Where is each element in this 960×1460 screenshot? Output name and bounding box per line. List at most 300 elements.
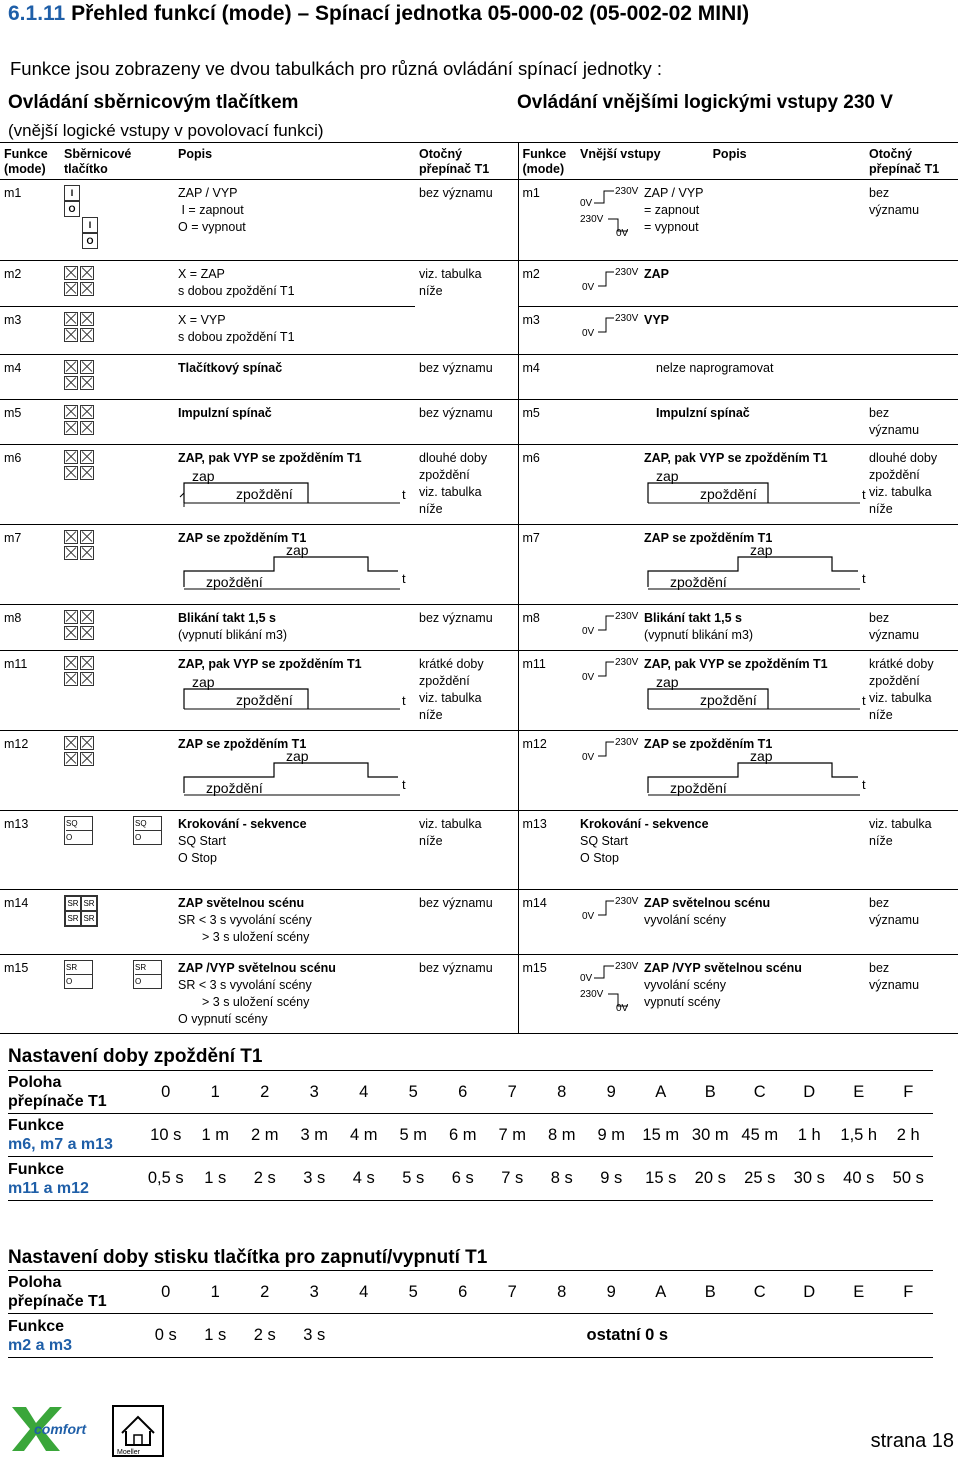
cross-icon bbox=[80, 405, 94, 419]
cell: 40 s bbox=[834, 1157, 884, 1201]
mode-cell: m7 bbox=[0, 525, 60, 605]
cross-icon bbox=[80, 450, 94, 464]
svg-text:230V: 230V bbox=[615, 611, 639, 622]
table-row-m4 bbox=[0, 355, 958, 400]
switch-cell: bez významu bbox=[415, 180, 518, 261]
btn-i-icon: I bbox=[64, 185, 80, 201]
r-input-cell bbox=[576, 400, 640, 445]
table-row-m13 bbox=[0, 811, 958, 890]
cell: 5 bbox=[389, 1271, 439, 1314]
delay-table-title: Nastavení doby zpoždění T1 bbox=[8, 1046, 263, 1067]
xcomfort-logo bbox=[10, 1403, 90, 1453]
mode-cell: m1 bbox=[0, 180, 60, 261]
svg-text:230V: 230V bbox=[615, 737, 639, 748]
cell: 0 s bbox=[141, 1314, 191, 1358]
r-switch-cell bbox=[865, 307, 958, 355]
svg-text:0V: 0V bbox=[582, 911, 595, 922]
cross-icon bbox=[64, 282, 78, 296]
cell: 4 s bbox=[339, 1157, 389, 1201]
v0-label: 0V bbox=[616, 228, 629, 239]
cross-icon bbox=[80, 466, 94, 480]
mode-cell: m8 bbox=[0, 605, 60, 651]
cross-icon bbox=[80, 626, 94, 640]
cross-icon bbox=[64, 405, 78, 419]
svg-text:t: t bbox=[862, 693, 866, 708]
sr-button-icon: $\frac{SR}{O}$ bbox=[133, 960, 162, 989]
r-mode-cell: m8 bbox=[518, 605, 576, 651]
house-icon bbox=[114, 1407, 162, 1455]
delay-position-row bbox=[8, 1071, 933, 1114]
r-input-cell bbox=[576, 355, 640, 400]
hdr-mode: Funkce (mode) bbox=[0, 143, 60, 180]
cell: B bbox=[686, 1071, 736, 1114]
input-pulse-icon bbox=[580, 960, 639, 1014]
cell: 9 bbox=[587, 1071, 637, 1114]
button-cell bbox=[60, 355, 174, 400]
cell: 30 m bbox=[686, 1114, 736, 1157]
r-desc-cell: nelze naprogramovat bbox=[640, 355, 865, 400]
button-cell bbox=[60, 890, 174, 955]
cell: 2 m bbox=[240, 1114, 290, 1157]
table-row-m2 bbox=[0, 261, 958, 307]
cell: F bbox=[884, 1071, 934, 1114]
cross-icon bbox=[64, 360, 78, 374]
svg-text:zap: zap bbox=[750, 542, 773, 558]
cross-icon bbox=[64, 376, 78, 390]
timing-diagram bbox=[178, 542, 408, 593]
cell: E bbox=[834, 1271, 884, 1314]
svg-text:230V: 230V bbox=[615, 896, 639, 907]
r-switch-cell: bez významu bbox=[865, 180, 958, 261]
desc-cell: Blikání takt 1,5 s (vypnutí blikání m3) bbox=[174, 605, 415, 651]
cross-icon bbox=[80, 610, 94, 624]
sr-button-icon: $\frac{SR}{O}$ bbox=[64, 960, 93, 989]
r-desc-cell: VYP bbox=[640, 307, 865, 355]
r-switch-cell: bez významu bbox=[865, 605, 958, 651]
svg-text:230V: 230V bbox=[615, 267, 639, 278]
desc-cell: X = VYP s dobou zpoždění T1 bbox=[174, 307, 415, 355]
r-input-cell bbox=[576, 307, 640, 355]
svg-text:zap: zap bbox=[286, 542, 309, 558]
cell: 2 s bbox=[240, 1157, 290, 1201]
cross-icon bbox=[80, 752, 94, 766]
switch-cell bbox=[415, 731, 518, 811]
cell: 1 m bbox=[191, 1114, 241, 1157]
cell: 8 s bbox=[537, 1157, 587, 1201]
switch-cell: krátké doby zpoždění viz. tabulka níže bbox=[415, 651, 518, 731]
intro-text: Funkce jsou zobrazeny ve dvou tabulkách pro různá ovládání spínací jednotky : bbox=[10, 58, 662, 79]
cell: 0,5 s bbox=[141, 1157, 191, 1201]
r-mode-cell: m14 bbox=[518, 890, 576, 955]
cross-icon bbox=[64, 328, 78, 342]
cell: 20 s bbox=[686, 1157, 736, 1201]
table-header-row bbox=[0, 143, 958, 180]
timing-diagram bbox=[644, 675, 868, 715]
cross-icon bbox=[80, 312, 94, 326]
row-label: Funkce m11 a m12 bbox=[8, 1157, 141, 1201]
svg-text:zap: zap bbox=[750, 748, 773, 764]
cell: 7 m bbox=[488, 1114, 538, 1157]
svg-text:zpoždění: zpoždění bbox=[236, 486, 293, 502]
cell: 1 s bbox=[191, 1314, 241, 1358]
table-row-m5 bbox=[0, 400, 958, 445]
r-input-cell bbox=[576, 651, 640, 731]
svg-text:0V: 0V bbox=[582, 752, 595, 763]
delay-row-m6-m7-m13 bbox=[8, 1114, 933, 1157]
r-desc-cell: Blikání takt 1,5 s (vypnutí blikání m3) bbox=[640, 605, 865, 651]
r-mode-cell: m11 bbox=[518, 651, 576, 731]
cell: 4 m bbox=[339, 1114, 389, 1157]
cell: 6 bbox=[438, 1271, 488, 1314]
svg-text:zpoždění: zpoždění bbox=[700, 486, 757, 502]
mode-cell: m4 bbox=[0, 355, 60, 400]
cell: C bbox=[735, 1271, 785, 1314]
r-mode-cell: m5 bbox=[518, 400, 576, 445]
desc-cell: ZAP světelnou scénu SR < 3 s vyvolání scény > 3 s uložení scény bbox=[174, 890, 415, 955]
mode-cell: m2 bbox=[0, 261, 60, 307]
functions-table bbox=[0, 142, 958, 1034]
mode-cell: m14 bbox=[0, 890, 60, 955]
timing-diagram bbox=[644, 748, 868, 799]
r-input-cell bbox=[576, 955, 640, 1034]
btn-o-icon: O bbox=[82, 233, 98, 249]
cell: 1,5 h bbox=[834, 1114, 884, 1157]
right-table-title: Ovládání vnějšími logickými vstupy 230 V bbox=[517, 92, 893, 113]
svg-text:zpoždění: zpoždění bbox=[236, 692, 293, 708]
r-desc-cell: ZAP bbox=[640, 261, 865, 307]
r-switch-cell: bez významu bbox=[865, 400, 958, 445]
cell: 50 s bbox=[884, 1157, 934, 1201]
button-cell bbox=[60, 731, 174, 811]
svg-text:230V: 230V bbox=[615, 313, 639, 324]
page-number: strana 18 bbox=[870, 1430, 954, 1452]
button-cell bbox=[60, 307, 174, 355]
table-row-m11 bbox=[0, 651, 958, 731]
cross-icon bbox=[80, 328, 94, 342]
desc-cell: Impulzní spínač bbox=[174, 400, 415, 445]
r-switch-cell bbox=[865, 731, 958, 811]
cross-icon bbox=[80, 736, 94, 750]
r-desc-cell: ZAP / VYP = zapnout = vypnout bbox=[640, 180, 865, 261]
page-title bbox=[8, 2, 749, 26]
timing-diagram bbox=[178, 469, 408, 509]
r-mode-cell: m1 bbox=[518, 180, 576, 261]
r-input-cell bbox=[576, 445, 640, 525]
cell: 25 s bbox=[735, 1157, 785, 1201]
r-switch-cell: viz. tabulka níže bbox=[865, 811, 958, 890]
svg-text:0V: 0V bbox=[582, 328, 595, 339]
timing-diagram bbox=[178, 675, 408, 715]
cell: 3 bbox=[290, 1271, 340, 1314]
cell: 2 bbox=[240, 1271, 290, 1314]
switch-cell: bez významu bbox=[415, 400, 518, 445]
cell: 2 bbox=[240, 1071, 290, 1114]
r-input-cell bbox=[576, 890, 640, 955]
desc-cell: ZAP, pak VYP se zpožděním T1 zap zpoždění t bbox=[174, 445, 415, 525]
cell: 1 s bbox=[191, 1157, 241, 1201]
svg-text:t: t bbox=[402, 777, 406, 792]
section-number: 6.1.11 bbox=[8, 2, 66, 25]
r-mode-cell: m6 bbox=[518, 445, 576, 525]
cell: 7 bbox=[488, 1271, 538, 1314]
button-cell bbox=[60, 525, 174, 605]
timing-diagram bbox=[644, 542, 868, 593]
input-pulse-icon bbox=[580, 185, 639, 239]
cross-icon bbox=[64, 736, 78, 750]
cell: 5 s bbox=[389, 1157, 439, 1201]
button-cell bbox=[60, 605, 174, 651]
row-label: Poloha přepínače T1 bbox=[8, 1271, 141, 1314]
left-table-subtitle: (vnější logické vstupy v povolovací funkci) bbox=[8, 121, 324, 140]
cell: 6 m bbox=[438, 1114, 488, 1157]
svg-text:zap: zap bbox=[656, 674, 679, 690]
cross-icon bbox=[80, 656, 94, 670]
cell: 2 s bbox=[240, 1314, 290, 1358]
cell: 4 bbox=[339, 1071, 389, 1114]
r-switch-cell: bez významu bbox=[865, 890, 958, 955]
button-cell bbox=[60, 955, 174, 1034]
r-input-cell bbox=[576, 525, 640, 605]
press-table-title: Nastavení doby stisku tlačítka pro zapnutí/vypnutí T1 bbox=[8, 1247, 488, 1268]
svg-text:zpoždění: zpoždění bbox=[670, 780, 727, 796]
sq-button-icon: $\frac{SQ}{O}$ bbox=[133, 816, 162, 845]
cell: 5 m bbox=[389, 1114, 439, 1157]
input-pulse-icon bbox=[580, 266, 639, 296]
r-desc-cell: Krokování - sekvence SQ Start O Stop bbox=[576, 811, 865, 890]
row-label: Poloha přepínače T1 bbox=[8, 1071, 141, 1114]
cross-icon bbox=[80, 376, 94, 390]
mode-cell: m13 bbox=[0, 811, 60, 890]
cell: 7 bbox=[488, 1071, 538, 1114]
button-cell bbox=[60, 261, 174, 307]
svg-text:zap: zap bbox=[192, 674, 215, 690]
cell: 8 bbox=[537, 1071, 587, 1114]
cell: 2 h bbox=[884, 1114, 934, 1157]
button-cell bbox=[60, 811, 174, 890]
svg-text:zap: zap bbox=[656, 468, 679, 484]
mode-cell: m15 bbox=[0, 955, 60, 1034]
input-pulse-icon bbox=[580, 736, 639, 766]
cell: 30 s bbox=[785, 1157, 835, 1201]
cell: 3 bbox=[290, 1071, 340, 1114]
switch-cell: bez významu bbox=[415, 355, 518, 400]
svg-text:zpoždění: zpoždění bbox=[206, 780, 263, 796]
svg-text:0V: 0V bbox=[582, 282, 595, 293]
switch-cell: bez významu bbox=[415, 955, 518, 1034]
desc-cell: ZAP se zpožděním T1 zap zpoždění t bbox=[174, 731, 415, 811]
v230-label: 230V bbox=[580, 214, 604, 225]
cell: 4 bbox=[339, 1271, 389, 1314]
table-row-m12 bbox=[0, 731, 958, 811]
v230-label: 230V bbox=[615, 186, 639, 197]
svg-text:t: t bbox=[862, 777, 866, 792]
mode-cell: m3 bbox=[0, 307, 60, 355]
desc-cell: ZAP se zpožděním T1 zap zpoždění t bbox=[174, 525, 415, 605]
cross-icon bbox=[80, 282, 94, 296]
cell: 15 m bbox=[636, 1114, 686, 1157]
cell: 1 bbox=[191, 1071, 241, 1114]
row-label: Funkce m2 a m3 bbox=[8, 1314, 141, 1358]
cross-icon bbox=[80, 266, 94, 280]
cross-icon bbox=[64, 530, 78, 544]
hdr-r-mode: Funkce (mode) bbox=[518, 143, 576, 180]
cross-icon bbox=[80, 672, 94, 686]
cell: 3 s bbox=[290, 1157, 340, 1201]
timing-diagram bbox=[178, 748, 408, 799]
btn-o-icon: O bbox=[64, 201, 80, 217]
r-switch-cell: krátké doby zpoždění viz. tabulka níže bbox=[865, 651, 958, 731]
desc-cell: Tlačítkový spínač bbox=[174, 355, 415, 400]
r-input-cell bbox=[576, 605, 640, 651]
cross-icon bbox=[80, 546, 94, 560]
cross-icon bbox=[80, 530, 94, 544]
hdr-desc: Popis bbox=[174, 143, 415, 180]
r-switch-cell bbox=[865, 355, 958, 400]
switch-cell: bez významu bbox=[415, 605, 518, 651]
r-input-cell bbox=[576, 731, 640, 811]
cell: 3 m bbox=[290, 1114, 340, 1157]
cell: 45 m bbox=[735, 1114, 785, 1157]
desc-cell: ZAP, pak VYP se zpožděním T1 zap zpoždění t bbox=[174, 651, 415, 731]
cell: 9 m bbox=[587, 1114, 637, 1157]
hdr-switch: Otočný přepínač T1 bbox=[415, 143, 518, 180]
cross-icon bbox=[64, 450, 78, 464]
svg-text:230V: 230V bbox=[580, 989, 604, 1000]
cross-icon bbox=[64, 626, 78, 640]
cell: 0 bbox=[141, 1271, 191, 1314]
cell: B bbox=[686, 1271, 736, 1314]
cell: 7 s bbox=[488, 1157, 538, 1201]
timing-diagram bbox=[644, 469, 868, 509]
switch-cell: viz. tabulka níže bbox=[415, 261, 518, 355]
cell: 1 bbox=[191, 1271, 241, 1314]
desc-cell: X = ZAP s dobou zpoždění T1 bbox=[174, 261, 415, 307]
table-row-m6 bbox=[0, 445, 958, 525]
cell: E bbox=[834, 1071, 884, 1114]
press-table bbox=[8, 1270, 933, 1358]
delay-row-m11-m12 bbox=[8, 1157, 933, 1201]
cell: 8 bbox=[537, 1271, 587, 1314]
xcomfort-logo-icon bbox=[10, 1403, 100, 1453]
svg-text:Moeller: Moeller bbox=[117, 1449, 140, 1456]
button-cell bbox=[60, 445, 174, 525]
table-row-m7 bbox=[0, 525, 958, 605]
cell: D bbox=[785, 1071, 835, 1114]
svg-text:t: t bbox=[862, 487, 866, 502]
x-button-grid bbox=[64, 266, 170, 296]
cell: 6 s bbox=[438, 1157, 488, 1201]
svg-text:230V: 230V bbox=[615, 657, 639, 668]
r-desc-cell: Impulzní spínač bbox=[640, 400, 865, 445]
r-switch-cell: bez významu bbox=[865, 955, 958, 1034]
cross-icon bbox=[64, 656, 78, 670]
switch-cell: bez významu bbox=[415, 890, 518, 955]
button-cell bbox=[60, 400, 174, 445]
cross-icon bbox=[64, 466, 78, 480]
delay-table bbox=[8, 1070, 933, 1201]
svg-text:zpoždění: zpoždění bbox=[206, 574, 263, 590]
svg-text:zap: zap bbox=[286, 748, 309, 764]
table-row-m14 bbox=[0, 890, 958, 955]
table-row-m15 bbox=[0, 955, 958, 1034]
r-input-cell bbox=[576, 180, 640, 261]
svg-text:t: t bbox=[402, 487, 406, 502]
r-mode-cell: m2 bbox=[518, 261, 576, 307]
r-mode-cell: m4 bbox=[518, 355, 576, 400]
cell: A bbox=[636, 1071, 686, 1114]
cell: A bbox=[636, 1271, 686, 1314]
row-label: Funkce m6, m7 a m13 bbox=[8, 1114, 141, 1157]
desc-cell: ZAP /VYP světelnou scénu SR < 3 s vyvolání scény > 3 s uložení scény O vypnutí scény bbox=[174, 955, 415, 1034]
cell: 10 s bbox=[141, 1114, 191, 1157]
r-switch-cell: dlouhé doby zpoždění viz. tabulka níže bbox=[865, 445, 958, 525]
mode-cell: m5 bbox=[0, 400, 60, 445]
r-mode-cell: m3 bbox=[518, 307, 576, 355]
mode-cell: m11 bbox=[0, 651, 60, 731]
section-title: Přehled funkcí (mode) – Spínací jednotka 05-000-02 (05-002-02 MINI) bbox=[71, 2, 750, 25]
hdr-button: Sběrnicové tlačítko bbox=[60, 143, 174, 180]
svg-text:230V: 230V bbox=[615, 961, 639, 972]
r-switch-cell bbox=[865, 525, 958, 605]
r-desc-cell: ZAP /VYP světelnou scénu vyvolání scény vypnutí scény bbox=[640, 955, 865, 1034]
r-desc-cell: ZAP, pak VYP se zpožděním T1 zap zpoždění t bbox=[640, 651, 865, 731]
r-mode-cell: m15 bbox=[518, 955, 576, 1034]
switch-cell: viz. tabulka níže bbox=[415, 811, 518, 890]
cell: 1 h bbox=[785, 1114, 835, 1157]
sq-button-icon: $\frac{SQ}{O}$ bbox=[64, 816, 93, 845]
input-pulse-icon bbox=[580, 656, 639, 686]
input-pulse-icon bbox=[580, 610, 639, 640]
cell: 9 s bbox=[587, 1157, 637, 1201]
desc-cell: Krokování - sekvence SQ Start O Stop bbox=[174, 811, 415, 890]
cell: D bbox=[785, 1271, 835, 1314]
cross-icon bbox=[64, 421, 78, 435]
svg-text:zpoždění: zpoždění bbox=[670, 574, 727, 590]
switch-cell bbox=[415, 525, 518, 605]
svg-text:0V: 0V bbox=[582, 626, 595, 637]
svg-text:0V: 0V bbox=[582, 672, 595, 683]
r-desc-cell: ZAP světelnou scénu vyvolání scény bbox=[640, 890, 865, 955]
cross-icon bbox=[80, 421, 94, 435]
btn-i-icon: I bbox=[82, 217, 98, 233]
r-switch-cell bbox=[865, 261, 958, 307]
r-desc-cell: ZAP se zpožděním T1 zap zpoždění t bbox=[640, 731, 865, 811]
rest-cell: ostatní 0 s bbox=[587, 1314, 736, 1358]
r-mode-cell: m13 bbox=[518, 811, 576, 890]
cell: 8 m bbox=[537, 1114, 587, 1157]
cell: 5 bbox=[389, 1071, 439, 1114]
r-desc-cell: ZAP se zpožděním T1 zap zpoždění t bbox=[640, 525, 865, 605]
r-mode-cell: m7 bbox=[518, 525, 576, 605]
hdr-r-input: Vnější vstupy Popis bbox=[576, 143, 865, 180]
cross-icon bbox=[64, 266, 78, 280]
mode-cell: m6 bbox=[0, 445, 60, 525]
mode-cell: m12 bbox=[0, 731, 60, 811]
sr-button-grid-icon: SR SR SR SR bbox=[64, 895, 98, 927]
table-row-m8 bbox=[0, 605, 958, 651]
button-cell bbox=[60, 651, 174, 731]
r-input-cell bbox=[576, 261, 640, 307]
svg-text:0V: 0V bbox=[580, 973, 593, 984]
cross-icon bbox=[64, 610, 78, 624]
table-row-m1 bbox=[0, 180, 958, 261]
r-mode-cell: m12 bbox=[518, 731, 576, 811]
cross-icon bbox=[64, 672, 78, 686]
hdr-r-switch: Otočný přepínač T1 bbox=[865, 143, 958, 180]
press-row-m2-m3 bbox=[8, 1314, 933, 1358]
r-desc-cell: ZAP, pak VYP se zpožděním T1 zap zpoždění t bbox=[640, 445, 865, 525]
cell: C bbox=[735, 1071, 785, 1114]
